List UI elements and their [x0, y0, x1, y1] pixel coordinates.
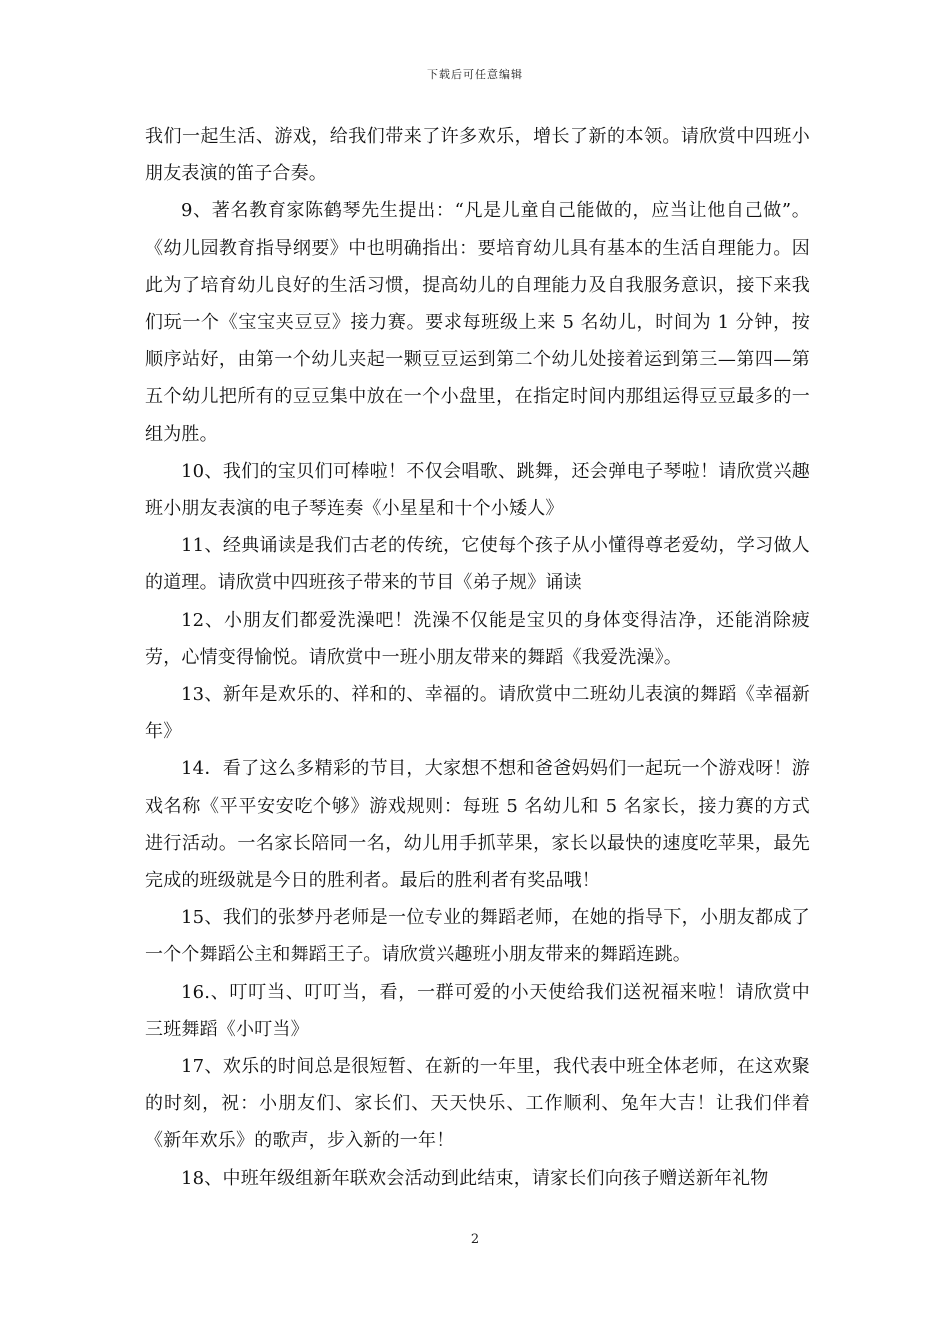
paragraph-item-9: 9、著名教育家陈鹤琴先生提出：“凡是儿童自己能做的，应当让他自己做”。《幼儿园教育指导纲要》中也明确指出：要培育幼儿具有基本的生活自理能力。因此为了培育幼儿良好的生活习惯，提高幼儿的自理能力及自我服务意识，接下来我们玩一个《宝宝夹豆豆》接力赛。要求每班级上来 5 名幼儿，时间为 1 分钟，按顺序站好，由第一个幼儿夹起一颗豆豆运到第二个幼儿处接着运到第三—第四—第五个幼儿把所有的豆豆集中放在一个小盘里，在指定时间内那组运得豆豆最多的一组为胜。 [145, 200, 810, 445]
paragraph-item-16: 16.、叮叮当、叮叮当，看，一群可爱的小天使给我们送祝福来啦！请欣赏中三班舞蹈《小叮当》 [145, 981, 810, 1040]
paragraph-item-12: 12、小朋友们都爱洗澡吧！洗澡不仅能是宝贝的身体变得洁净，还能消除疲劳，心情变得愉悦。请欣赏中一班小朋友带来的舞蹈《我爱洗澡》。 [145, 609, 810, 668]
page-header: 下载后可任意编辑 [427, 68, 523, 81]
paragraph-item-13: 13、新年是欢乐的、祥和的、幸福的。请欣赏中二班幼儿表演的舞蹈《幸福新年》 [145, 684, 810, 743]
paragraph-item-14: 14．看了这么多精彩的节目，大家想不想和爸爸妈妈们一起玩一个游戏呀！游戏名称《平平安安吃个够》游戏规则：每班 5 名幼儿和 5 名家长，接力赛的方式进行活动。一名家长陪同一名，幼儿用手抓苹果，家长以最快的速度吃苹果，最先完成的班级就是今日的胜利者。最后的胜利者有奖品哦！ [145, 758, 810, 892]
paragraph-item-11: 11、经典诵读是我们古老的传统，它使每个孩子从小懂得尊老爱幼，学习做人的道理。请欣赏中四班孩子带来的节目《弟子规》诵读 [145, 535, 810, 594]
paragraph-item-17: 17、欢乐的时间总是很短暂、在新的一年里，我代表中班全体老师，在这欢聚的时刻，祝：小朋友们、家长们、天天快乐、工作顺利、兔年大吉！让我们伴着《新年欢乐》的歌声，步入新的一年！ [145, 1056, 810, 1152]
paragraph-item-18: 18、中班年级组新年联欢会活动到此结束，请家长们向孩子赠送新年礼物 [181, 1167, 769, 1189]
document-body [145, 118, 810, 1197]
paragraph-item-15: 15、我们的张梦丹老师是一位专业的舞蹈老师，在她的指导下，小朋友都成了一个个舞蹈公主和舞蹈王子。请欣赏兴趣班小朋友带来的舞蹈连跳。 [145, 907, 810, 966]
paragraph-continued: 我们一起生活、游戏，给我们带来了许多欢乐，增长了新的本领。请欣赏中四班小朋友表演的笛子合奏。 [145, 126, 810, 185]
page-number: 2 [470, 1232, 480, 1247]
paragraph-item-10: 10、我们的宝贝们可棒啦！不仅会唱歌、跳舞，还会弹电子琴啦！请欣赏兴趣班小朋友表演的电子琴连奏《小星星和十个小矮人》 [145, 460, 810, 520]
